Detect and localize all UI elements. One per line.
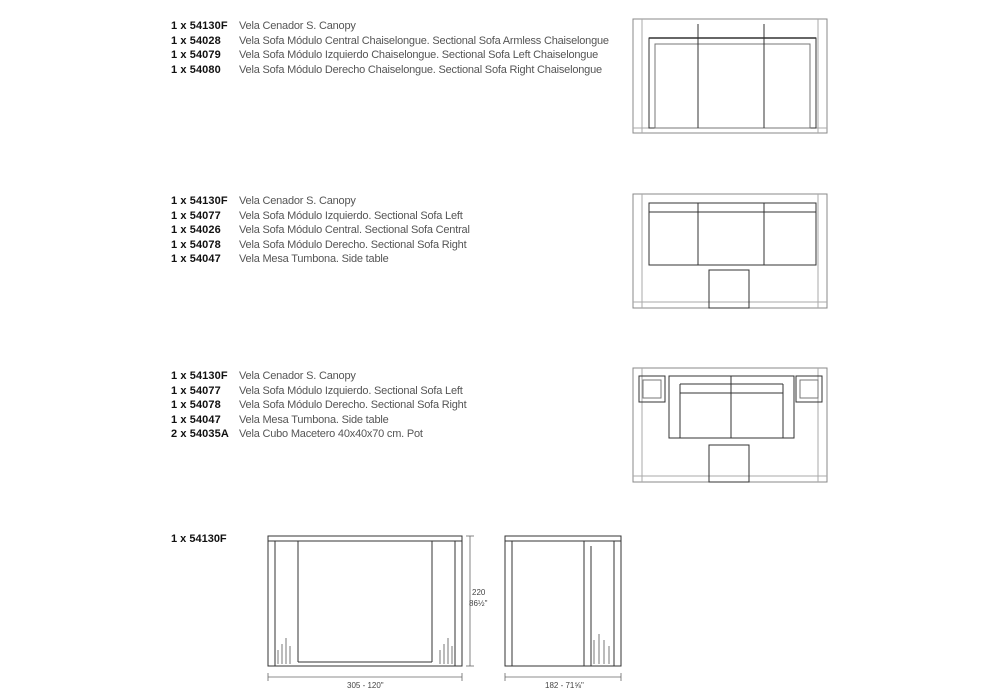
item-description: Vela Cenador S. Canopy <box>239 195 356 207</box>
item-code: 1 x 54028 <box>171 34 221 47</box>
plan-drawing-config-3 <box>633 368 827 482</box>
item-code: 1 x 54078 <box>171 399 221 412</box>
item-description: Vela Cenador S. Canopy <box>239 370 356 382</box>
item-code: 1 x 54079 <box>171 49 221 62</box>
depth-dimension-label: 182 - 71⅝" <box>545 681 584 690</box>
item-description: Vela Sofa Módulo Izquierdo Chaiselongue. Sectional Sofa Left Chaiselongue <box>239 49 599 62</box>
item-code: 1 x 54130F <box>171 370 228 382</box>
item-code: 1 x 54078 <box>171 238 221 251</box>
item-description: Vela Mesa Tumbona. Side table <box>239 413 389 426</box>
item-description: Vela Sofa Módulo Derecho. Sectional Sofa Right <box>239 399 467 412</box>
item-code: 1 x 54047 <box>171 413 221 426</box>
item-description: Vela Cubo Macetero 40x40x70 cm. Pot <box>239 428 423 441</box>
height-cm-label: 220 <box>472 588 486 597</box>
plan-drawing-config-2 <box>633 194 827 308</box>
item-code: 1 x 54130F <box>171 195 228 207</box>
width-dimension-label: 305 - 120" <box>347 681 384 690</box>
item-description: Vela Sofa Módulo Izquierdo. Sectional Sofa Left <box>239 209 463 222</box>
item-description: Vela Mesa Tumbona. Side table <box>239 253 389 266</box>
height-in-label: 86½" <box>469 599 488 608</box>
item-code: 1 x 54077 <box>171 384 221 397</box>
item-code: 1 x 54130F <box>171 20 228 32</box>
item-description: Vela Sofa Módulo Izquierdo. Sectional Sofa Left <box>239 384 463 397</box>
item-code: 1 x 54077 <box>171 209 221 222</box>
item-code: 1 x 54026 <box>171 224 221 237</box>
canopy-code-label: 1 x 54130F <box>171 533 227 545</box>
plan-drawing-config-1 <box>633 19 827 133</box>
item-description: Vela Sofa Módulo Central. Sectional Sofa Central <box>239 224 470 237</box>
item-code: 1 x 54047 <box>171 253 221 266</box>
canopy-front-elevation <box>268 536 462 666</box>
item-description: Vela Cenador S. Canopy <box>239 20 356 32</box>
item-description: Vela Sofa Módulo Derecho. Sectional Sofa Right <box>239 238 467 251</box>
item-code: 1 x 54080 <box>171 63 221 76</box>
canopy-side-elevation <box>505 536 621 666</box>
item-description: Vela Sofa Módulo Central Chaiselongue. Sectional Sofa Armless Chaiselongue <box>239 34 609 47</box>
item-description: Vela Sofa Módulo Derecho Chaiselongue. Sectional Sofa Right Chaiselongue <box>239 63 602 76</box>
item-code: 2 x 54035A <box>171 428 229 441</box>
